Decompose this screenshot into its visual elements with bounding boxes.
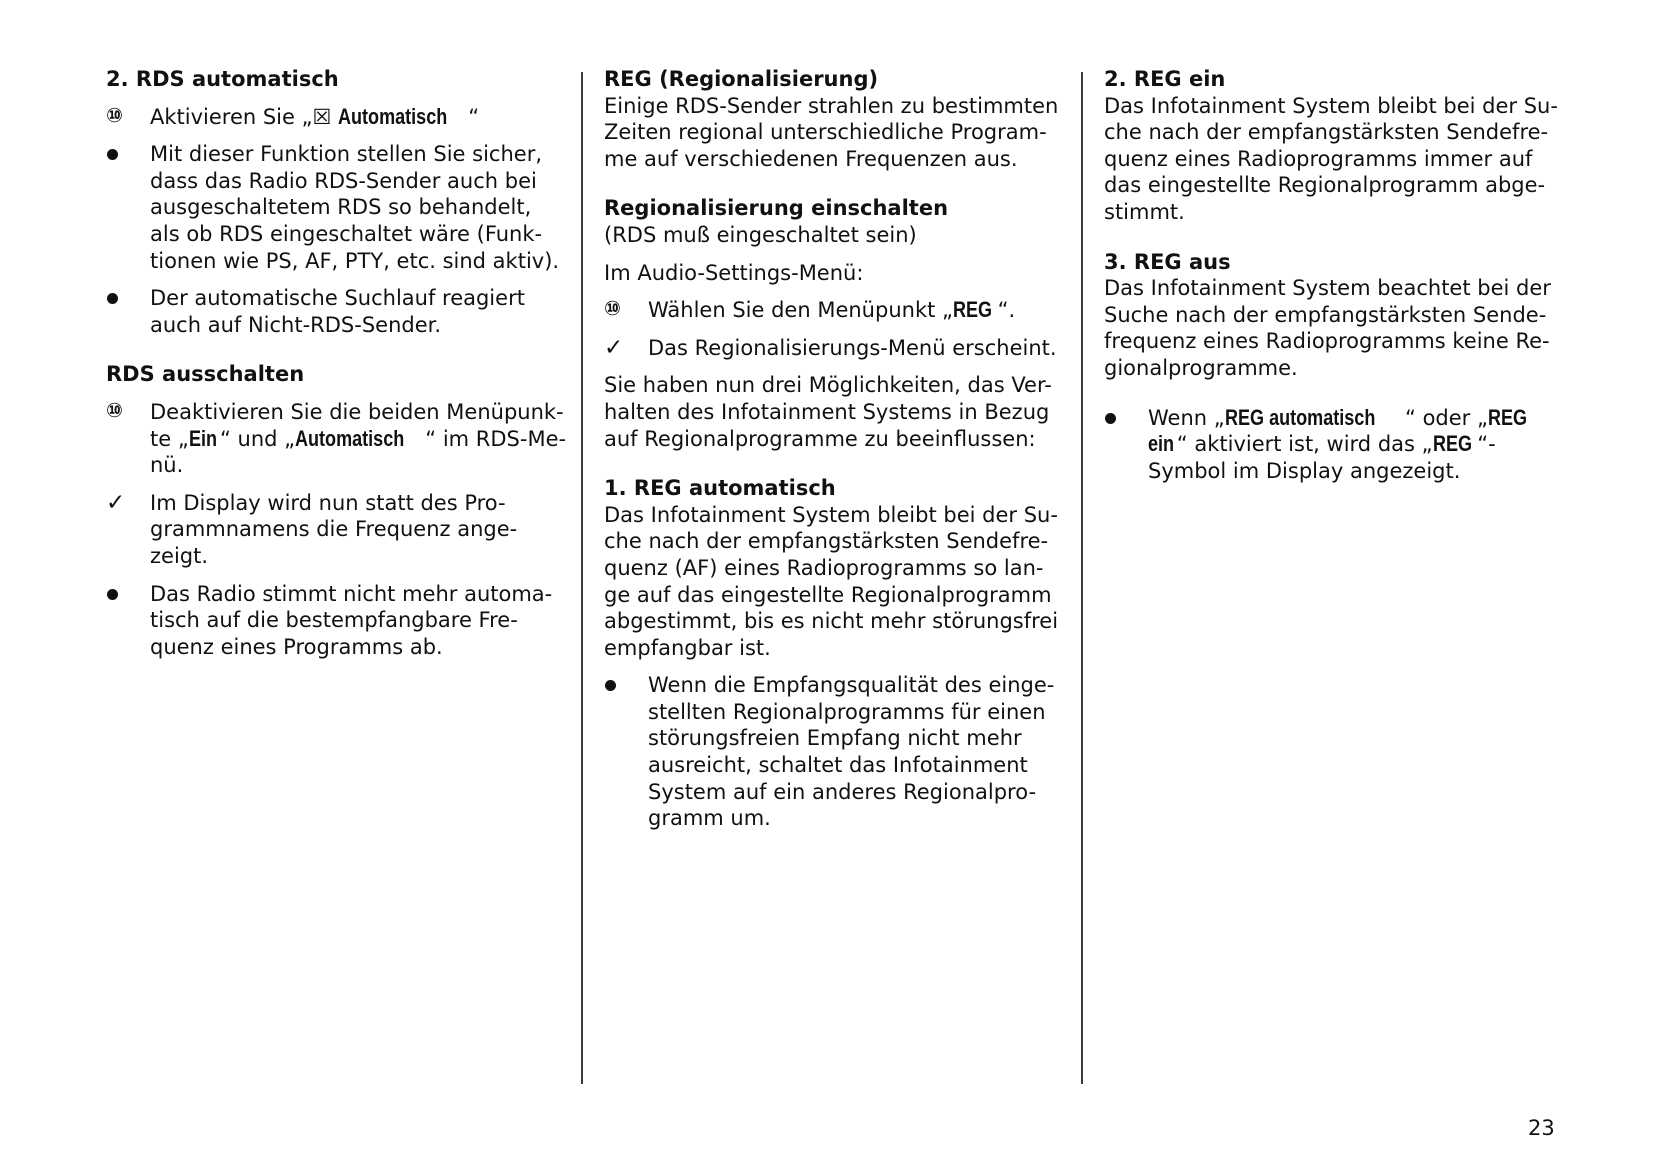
- check-icon: ✓: [604, 334, 624, 361]
- column-divider: [581, 72, 583, 1084]
- heading-reg: REG (Regionalisierung): [604, 67, 879, 91]
- list-item: Der automatische Suchlauf reagiert auch auf Nicht-RDS-Sender.: [106, 285, 570, 338]
- result-item: ✓ Das Regionalisierungs-Menü erscheint.: [604, 334, 1057, 361]
- list-item: Mit dieser Funktion stellen Sie sicher, dass das Radio RDS-Sender auch bei ausgeschaltetem RDS so behandelt, als ob RDS eingeschaltet wäre (Funk- tionen wie PS, AF, PTY, etc. sind aktiv).: [106, 141, 570, 274]
- step-activate-automatisch: ⑩ Aktivieren Sie „☒ Automatisch “: [106, 102, 480, 129]
- step-number-icon: ⑩: [106, 102, 123, 127]
- heading-reg-ein: 2. REG ein: [1104, 67, 1226, 91]
- result-item: ✓ Im Display wird nun statt des Pro- grammnamens die Frequenz ange- zeigt.: [106, 489, 518, 568]
- bullet-icon: [106, 285, 150, 338]
- check-icon: ✓: [106, 489, 126, 516]
- list-item: Wenn die Empfangsqualität des einge- stellten Regionalprogramms für einen störungsfreien Empfang nicht mehr ausreicht, schaltet das Infotainment System auf ein anderes Regionalpro- gramm um.: [604, 672, 1066, 832]
- heading-reg-automatisch: 1. REG automatisch: [604, 476, 836, 501]
- step-number-icon: ⑩: [604, 296, 621, 321]
- heading-rds-ausschalten: RDS ausschalten: [106, 362, 305, 387]
- list-item: Wenn „REG automatisch “ oder „REG ein “ aktiviert ist, wird das „REG “- Symbol im Display angezeigt.: [1104, 405, 1566, 485]
- step-deactivate: ⑩ Deaktivieren Sie die beiden Menüpunk- te „Ein “ und „Automatisch “ im RDS-Me- nü.: [106, 397, 567, 478]
- column-1: [106, 66, 570, 660]
- heading-reg-aus: 3. REG aus: [1104, 249, 1231, 274]
- column-divider: [1081, 72, 1083, 1084]
- bullet-icon: [106, 141, 150, 274]
- step-number-icon: ⑩: [106, 397, 123, 422]
- heading-rds-automatisch: 2. RDS automatisch: [106, 67, 339, 91]
- step-select-reg: ⑩ Wählen Sie den Menüpunkt „REG “.: [604, 296, 1016, 323]
- column-3: 2. REG ein Das Infotainment System bleibt bei der Su- che nach der empfangstärksten Sendefre- quenz eines Radioprogramms immer auf das eingestellte Regionalprogramm abge- stimmt. 3. REG aus Das Infotainment System beachtet bei der Suche nach der empfangstärksten Sende- frequenz eines Radioprogramms keine Re- gionalprogramme. Wenn „REG automatisch “ oder „REG ein “ aktiviert ist, wird das „REG “- Symbol im Display angezeigt.: [1104, 66, 1566, 484]
- bullet-icon: [604, 672, 648, 832]
- bullet-icon: [106, 581, 150, 661]
- heading-regionalisierung-einschalten: Regionalisierung einschalten: [604, 196, 949, 221]
- page-number: 23: [1528, 1116, 1555, 1140]
- column-2: REG (Regionalisierung) Einige RDS-Sender strahlen zu bestimmten Zeiten regional unterschiedliche Program- me auf verschiedenen Frequenzen aus. Regionalisierung einschalten (RDS muß eingeschaltet sein) Im Audio-Settings-Menü: ⑩ Wählen Sie den Menüpunkt „REG “. ✓ Das Regionalisierungs-Menü erscheint. Sie haben nun drei Möglichkeiten, das Ver- halten des Infotainment Systems in Bezug auf Regionalprogramme zu beeinflussen: 1. REG automatisch Das Infotainment System bleibt bei der Su- che nach der empfangstärksten Sendefre- quenz (AF) eines Radioprogramms so lan- ge auf das eingestellte Regionalprogramm abgestimmt, bis es nicht mehr störungsfrei empfangbar ist. Wenn die Empfangsqualität des einge- stellten Regionalprogramms für einen störungsfreien Empfang nicht mehr ausreicht, schaltet das Infotainment System auf ein anderes Regionalpro- gramm um.: [604, 66, 1066, 832]
- list-item: Das Radio stimmt nicht mehr automa- tisch auf die bestempfangbare Fre- quenz eines Programms ab.: [106, 581, 570, 661]
- bullet-icon: [1104, 405, 1148, 485]
